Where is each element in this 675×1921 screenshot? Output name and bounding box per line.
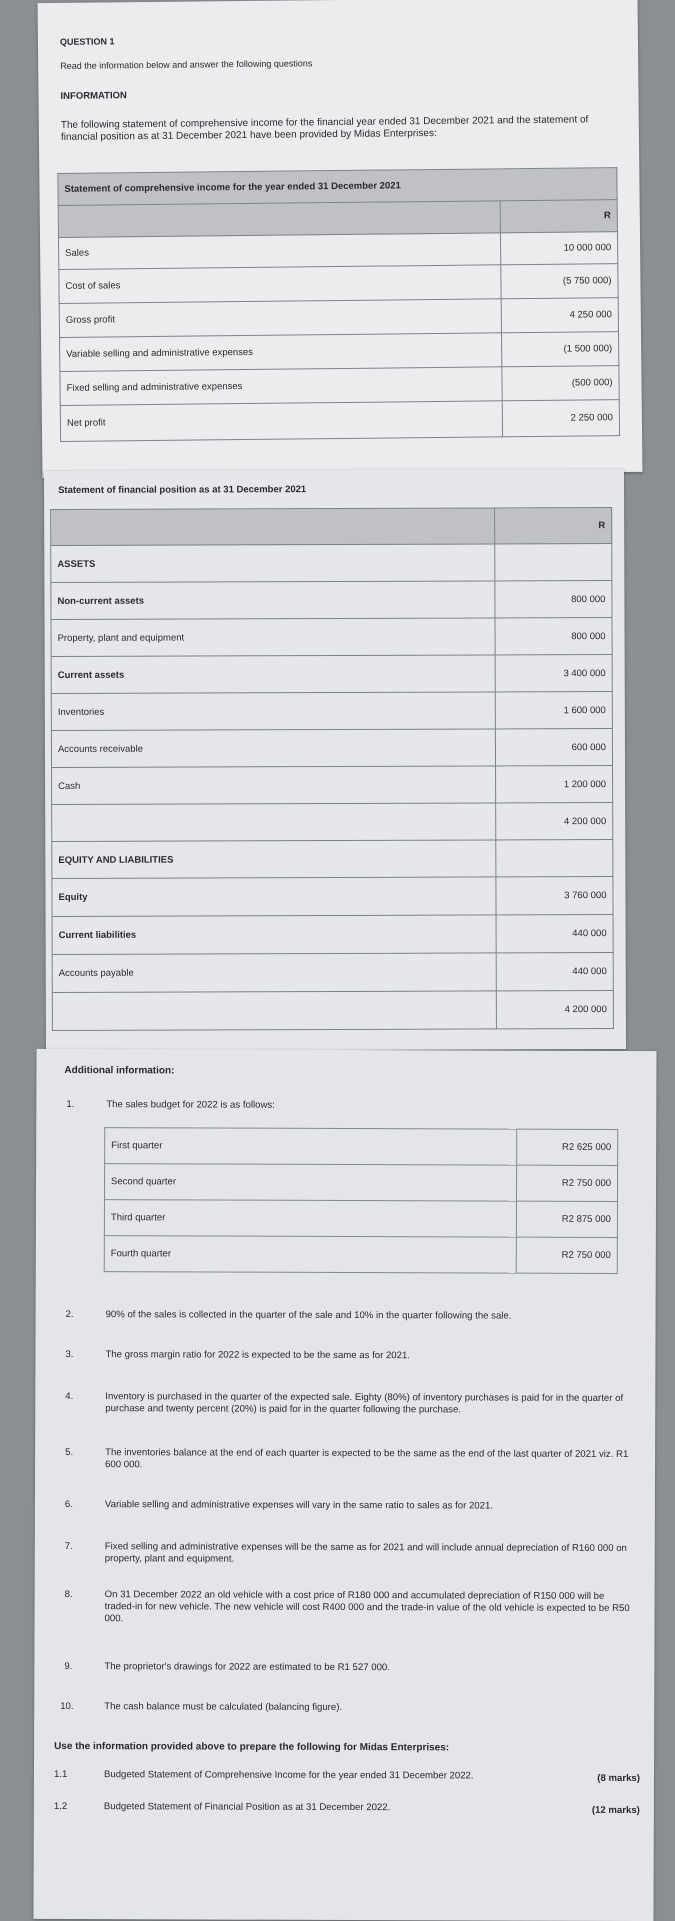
position-row-label: ASSETS [51,544,495,583]
sales-budget-table [104,1127,619,1274]
sales-amount: R2 750 000 [516,1165,617,1201]
income-currency-header: R [500,200,617,233]
note-text: The inventories balance at the end of each quarter is expected to be the same as the end of the last quarter of 2021 viz. R1 600 000. [105,1447,629,1471]
position-row-amount: 3 400 000 [495,655,612,692]
financial-position-title: Statement of financial position as at 31 December 2021 [58,484,307,496]
income-row-label: Cost of sales [59,265,501,304]
note-text: 90% of the sales is collected in the quarter of the sale and 10% in the quarter following the sale. [105,1309,512,1322]
note-text: Fixed selling and administrative expenses will be the same as for 2021 and will include annual depreciation of R160 000 on property, plant and equipment. [104,1541,627,1565]
page-income-statement [38,0,643,478]
page-additional-information [33,1049,656,1921]
position-row-amount: 1 200 000 [496,766,613,803]
note-text: On 31 December 2022 an old vehicle with a cost price of R180 000 and accumulated depreciation of R150 000 will be traded-in for new vehicle. The new vehicle will cost R400 000 and the trade-in value of the old vehicle is expected to be R50 000. [104,1589,630,1625]
position-row-amount: 600 000 [495,729,612,766]
task-heading: Use the information provided above to prepare the following for Midas Enterprises: [54,1740,450,1754]
income-row-amount: 2 250 000 [502,400,619,437]
position-row-amount: 1 600 000 [495,692,612,729]
note-text: Inventory is purchased in the quarter of the expected sale. Eighty (80%) of inventory purchases is paid for in the quarter of purchase and twenty percent (20%) is paid for in the quarter following the purchase. [105,1391,624,1416]
position-row-label: Non-current assets [51,581,495,620]
financial-position-table [50,507,614,1031]
note-text: The gross margin ratio for 2022 is expected to be the same as for 2021. [105,1349,410,1362]
position-row-label [52,803,496,842]
income-statement-table [57,167,620,442]
note-number: 4. [65,1391,74,1403]
sales-amount: R2 625 000 [517,1129,618,1165]
position-row-amount: 800 000 [495,618,612,655]
position-row-amount: 3 760 000 [496,877,613,915]
note-number: 10. [60,1701,74,1713]
position-row-amount: 440 000 [496,953,613,991]
position-currency-header: R [495,508,612,544]
note-text: Variable selling and administrative expenses will vary in the same ratio to sales as for 2021. [104,1499,493,1512]
task-text: Budgeted Statement of Financial Position as at 31 December 2022. [103,1801,391,1814]
note-number: 5. [65,1447,74,1459]
position-row-label: Accounts receivable [51,729,495,768]
position-row-label: Equity [52,877,496,917]
position-row-amount: 4 200 000 [496,991,613,1029]
note-number: 7. [64,1541,73,1553]
income-row-label: Variable selling and administrative expenses [60,333,502,372]
instruction-text: Read the information below and answer the following questions [60,58,313,71]
income-row-amount: (500 000) [502,366,619,401]
income-row-amount: (1 500 000) [502,332,619,367]
income-row-label: Sales [58,233,500,270]
note-text: The proprietor's drawings for 2022 are estimated to be R1 527 000. [104,1661,390,1674]
sales-quarter: Second quarter [104,1164,516,1201]
task-marks: (8 marks) [597,1772,640,1785]
income-row-label: Net profit [60,401,502,442]
task-number: 1.2 [53,1800,68,1813]
task-number: 1.1 [53,1768,68,1781]
position-row-label: Inventories [51,692,495,731]
income-row-label: Gross profit [59,299,501,338]
page-financial-position [44,469,626,1051]
position-row-label: Current liabilities [52,915,496,955]
position-row-amount: 440 000 [496,915,613,953]
note-number: 3. [65,1349,74,1361]
task-marks: (12 marks) [591,1804,640,1817]
position-row-amount [495,544,612,581]
position-row-label: Property, plant and equipment [51,618,495,657]
income-row-amount: 10 000 000 [500,232,617,265]
position-row-label: Cash [52,766,496,805]
note-number: 1. [66,1099,75,1111]
sales-quarter: Fourth quarter [104,1236,516,1273]
position-row-label: Accounts payable [52,953,496,993]
note-number: 8. [64,1589,73,1601]
position-row-label: EQUITY AND LIABILITIES [52,840,496,879]
position-row-amount: 800 000 [495,581,612,618]
position-row-label [52,991,496,1031]
task-text: Budgeted Statement of Comprehensive Income for the year ended 31 December 2022. [103,1769,474,1782]
question-title: QUESTION 1 [59,36,115,47]
position-row-label: Current assets [51,655,495,694]
income-row-amount: (5 750 000) [501,264,618,299]
note-text: The cash balance must be calculated (balancing figure). [104,1701,343,1713]
note-number: 2. [65,1309,74,1321]
note-text: The sales budget for 2022 is as follows: [106,1099,275,1111]
sales-quarter: Third quarter [104,1200,516,1237]
income-row-amount: 4 250 000 [501,298,618,333]
note-number: 9. [64,1661,73,1673]
income-statement-title: Statement of comprehensive income for the year ended 31 December 2021 [58,168,617,206]
sales-amount: R2 750 000 [516,1237,617,1273]
income-row-label: Fixed selling and administrative expenses [60,367,502,406]
additional-info-heading: Additional information: [64,1065,175,1077]
sales-amount: R2 875 000 [516,1201,617,1237]
note-number: 6. [64,1499,73,1511]
intro-paragraph: The following statement of comprehensive income for the financial year ended 31 December 2021 and the statement of financial position as at 31 December 2021 have been provided by Midas Enterprises: [60,114,589,143]
sales-quarter: First quarter [105,1128,517,1165]
information-heading: INFORMATION [60,90,127,102]
position-row-amount [496,840,613,877]
position-row-amount: 4 200 000 [496,803,613,840]
